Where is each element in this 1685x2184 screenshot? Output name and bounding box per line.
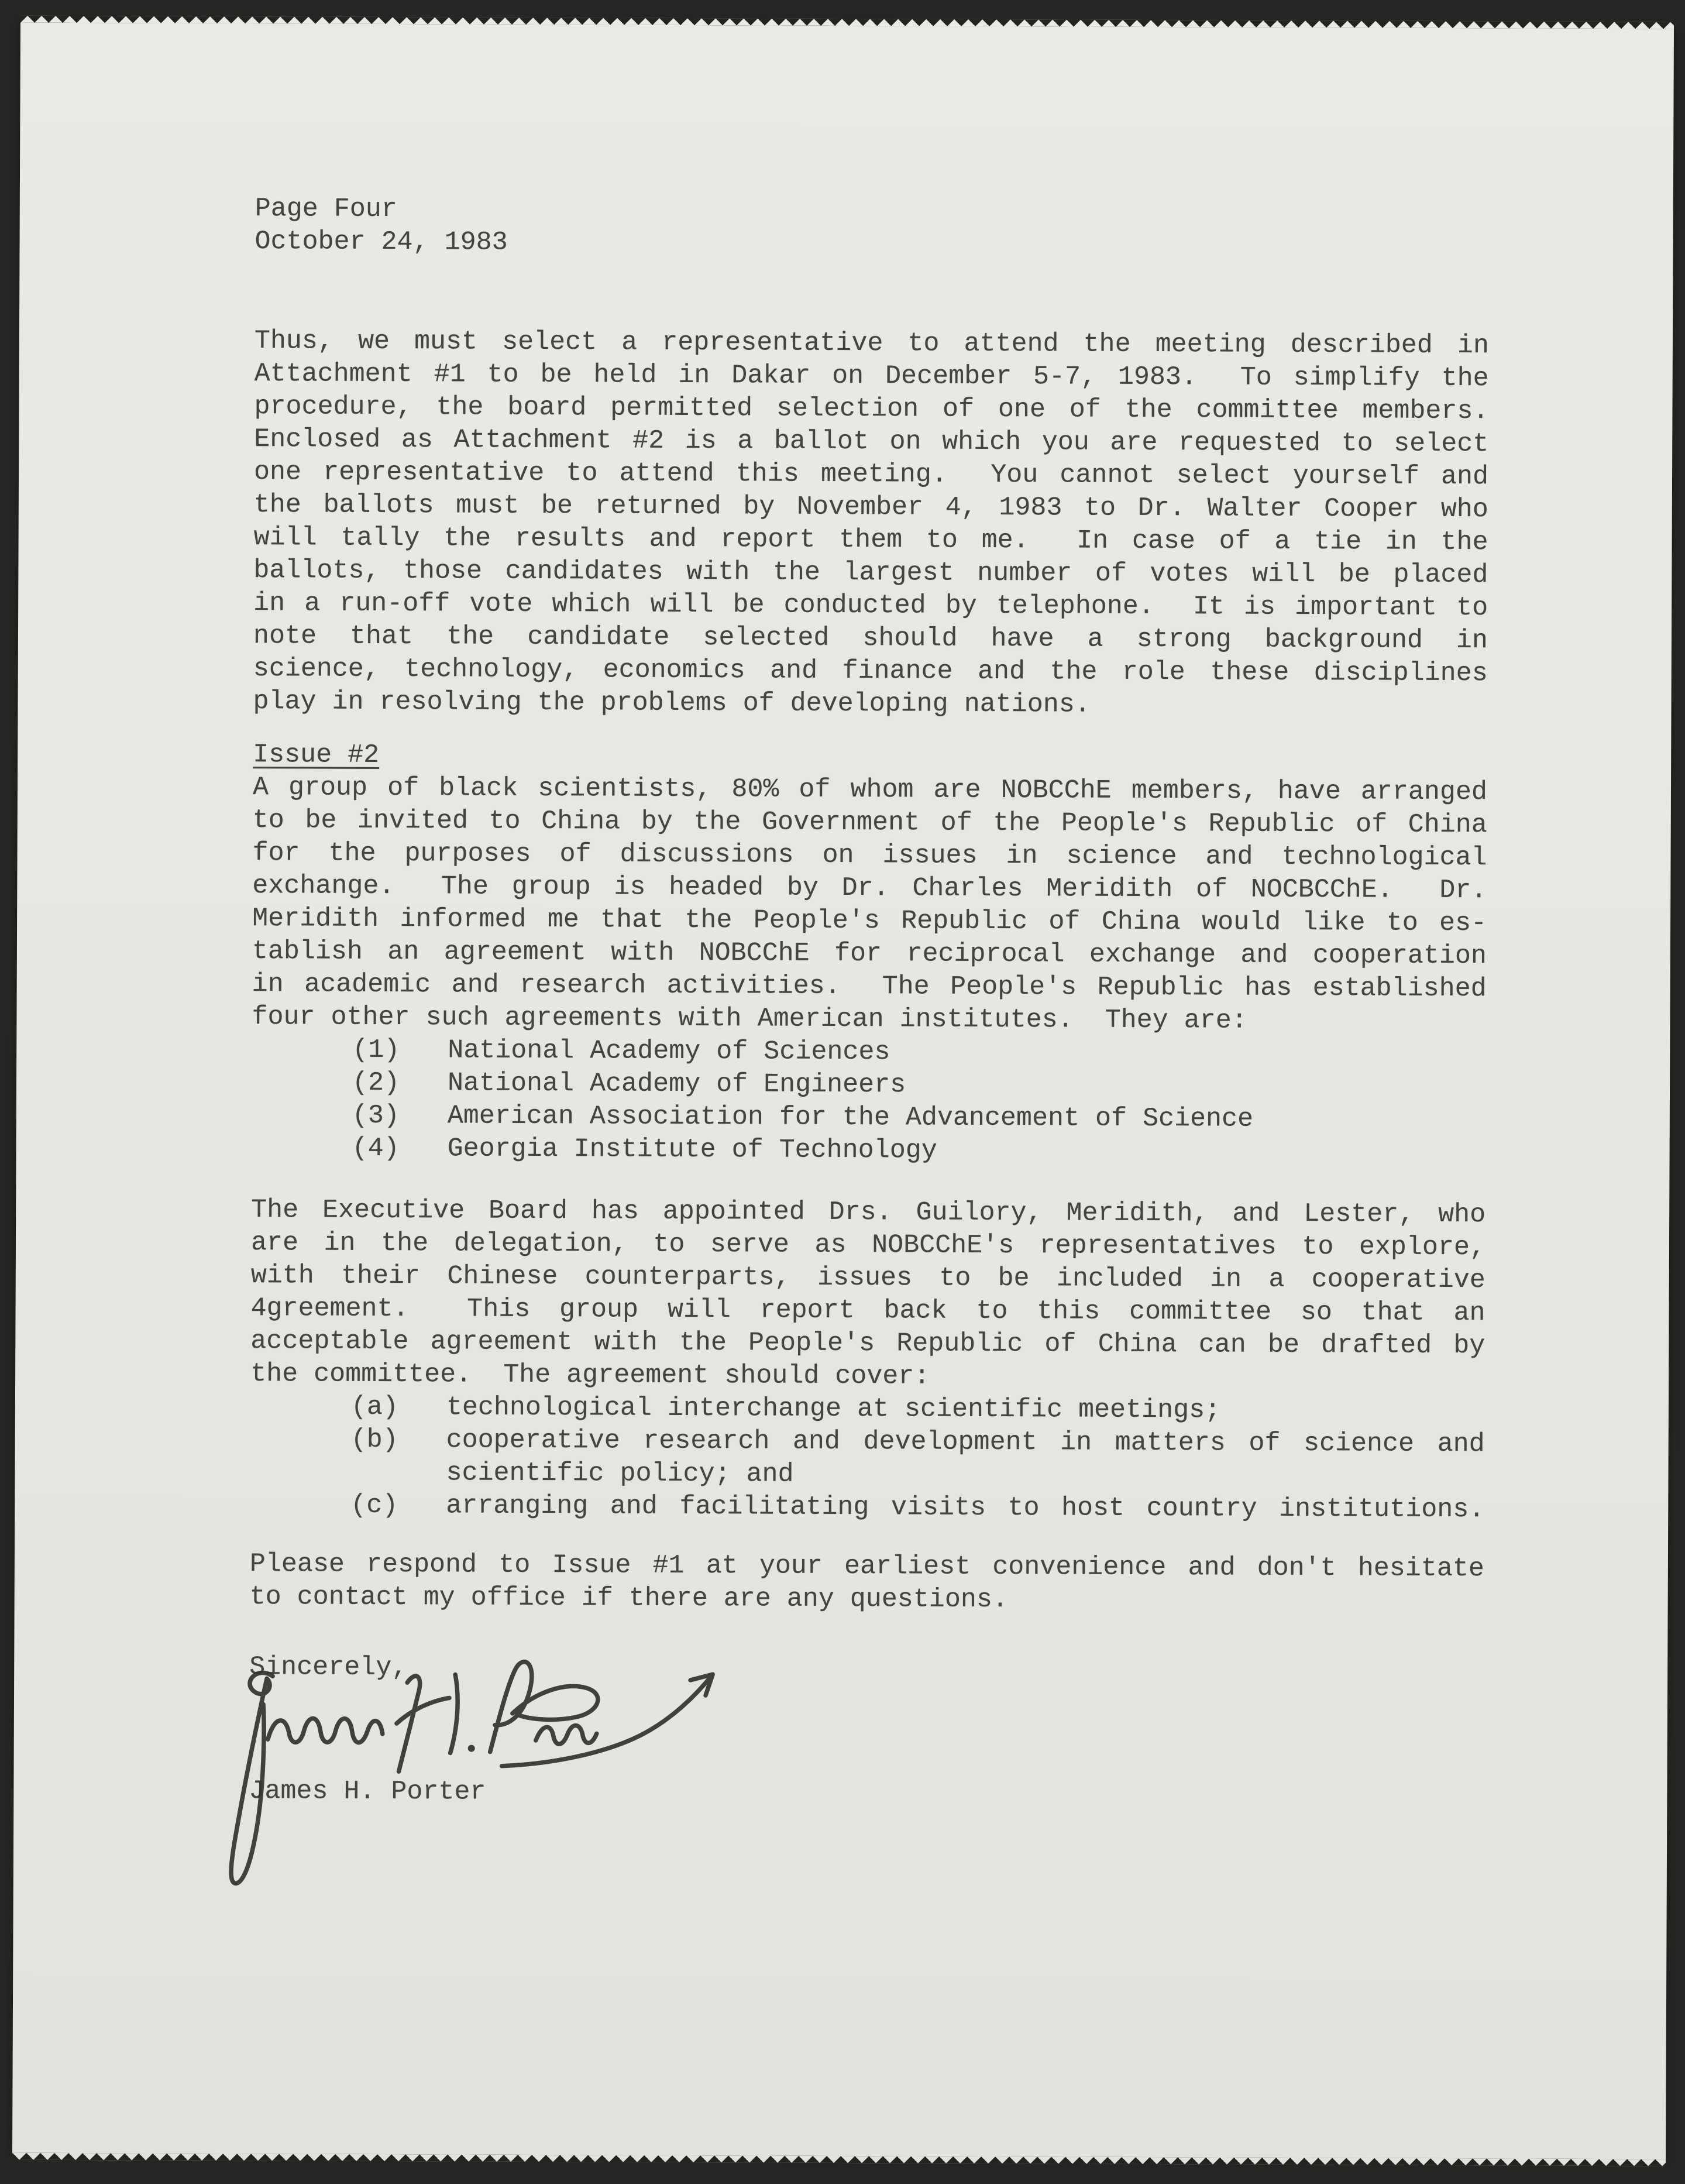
- item-text: arranging and facilitating visits to host country institutions.: [446, 1491, 1485, 1525]
- letter-line: will tally the results and report them to me. In case of a tie in the: [253, 523, 1488, 558]
- letter-line: ballots, those candidates with the largest number of votes will be placed: [253, 555, 1488, 590]
- letter-line: in academic and research activities. The People's Republic has established: [252, 969, 1487, 1004]
- letter-line: 4greement. This group will report back to this committee so that an: [250, 1293, 1485, 1328]
- paragraph-executive-board: [250, 1194, 1485, 1526]
- handwritten-signature: [207, 1656, 746, 1916]
- letter-line: the committee. The agreement should cover:: [250, 1359, 930, 1392]
- item-letter: (c): [350, 1490, 398, 1521]
- item-text: technological interchange at scientific meetings;: [446, 1392, 1221, 1426]
- item-text: scientific policy; and: [446, 1458, 794, 1489]
- numbered-item: [352, 1067, 1486, 1104]
- letter-line: procedure, the board permitted selection of one of the committee members.: [254, 392, 1489, 427]
- letter-line: Meridith informed me that the People's Republic of China would like to es-: [252, 904, 1487, 939]
- letter-line: Please respond to Issue #1 at your earliest convenience and don't hesitate: [249, 1549, 1484, 1584]
- letter-line: acceptable agreement with the People's Republic of China can be drafted by: [250, 1326, 1485, 1361]
- letter-line: with their Chinese counterparts, issues to be included in a cooperative: [250, 1261, 1485, 1296]
- letter-line: the ballots must be returned by November 4, 1983 to Dr. Walter Cooper who: [253, 490, 1488, 525]
- letter-line: in a run-off vote which will be conducted by telephone. It is important to: [253, 588, 1488, 623]
- lettered-item: [350, 1489, 1484, 1526]
- section-issue2: [252, 739, 1488, 1169]
- numbered-item: [352, 1132, 1486, 1169]
- item-number: (1): [352, 1035, 400, 1066]
- page-header: [255, 193, 1489, 263]
- letter-line: The Executive Board has appointed Drs. Guilory, Meridith, and Lester, who: [251, 1195, 1486, 1230]
- numbered-item: [352, 1034, 1486, 1071]
- item-text: American Association for the Advancement of Science: [447, 1101, 1254, 1134]
- letter-line: note that the candidate selected should have a strong background in: [253, 621, 1488, 656]
- item-text: National Academy of Sciences: [448, 1035, 890, 1067]
- paragraph-closing: [250, 1548, 1484, 1618]
- letter-page: [12, 23, 1674, 2159]
- numbered-item: [352, 1100, 1486, 1136]
- letter-line: Thus, we must select a representative to attend the meeting described in: [254, 326, 1489, 361]
- item-number: (2): [352, 1067, 400, 1098]
- item-text: National Academy of Engineers: [447, 1068, 906, 1100]
- item-number: (4): [352, 1133, 400, 1164]
- letter-line: Attachment #1 to be held in Dakar on December 5-7, 1983. To simplify the: [254, 359, 1489, 394]
- item-letter: (b): [350, 1424, 398, 1455]
- lettered-item: [350, 1424, 1484, 1493]
- letter-line: Enclosed as Attachment #2 is a ballot on which you are requested to select: [254, 424, 1489, 459]
- typed-name-text: James H. Porter: [249, 1776, 486, 1807]
- letter-line: are in the delegation, to serve as NOBCChE's representatives to explore,: [250, 1228, 1486, 1263]
- letter-line: play in resolving the problems of developing nations.: [253, 686, 1091, 720]
- letter-line: one representative to attend this meeting. You cannot select yourself and: [253, 457, 1489, 492]
- item-letter: (a): [350, 1392, 399, 1423]
- paragraph-issue1: [253, 325, 1489, 723]
- letter-line: science, technology, economics and finance and the role these disciplines: [253, 654, 1488, 689]
- lettered-item: [351, 1391, 1485, 1428]
- item-text: Georgia Institute of Technology: [447, 1134, 937, 1166]
- letter-line: four other such agreements with American institutes. They are:: [252, 1002, 1247, 1036]
- letter-line: for the purposes of discussions on issues in science and technological: [252, 838, 1487, 873]
- letter-line: A group of black scientists, 80% of whom are NOBCChE members, have arranged: [252, 772, 1488, 808]
- salutation-text: Sincerely,: [249, 1652, 408, 1683]
- page-number-label: Page Four: [255, 194, 397, 225]
- letter-line: tablish an agreement with NOBCChE for reciprocal exchange and cooperation: [252, 936, 1487, 971]
- item-number: (3): [352, 1100, 400, 1131]
- letter-line: to be invited to China by the Government of the People's Republic of China: [252, 805, 1487, 840]
- issue2-heading: Issue #2: [253, 740, 380, 770]
- letter-line: to contact my office if there are any questions.: [249, 1582, 1008, 1615]
- letter-date: October 24, 1983: [255, 226, 508, 257]
- item-text: cooperative research and development in matters of science and: [446, 1425, 1485, 1460]
- letter-line: exchange. The group is headed by Dr. Charles Meridith of NOCBCChE. Dr.: [252, 871, 1487, 906]
